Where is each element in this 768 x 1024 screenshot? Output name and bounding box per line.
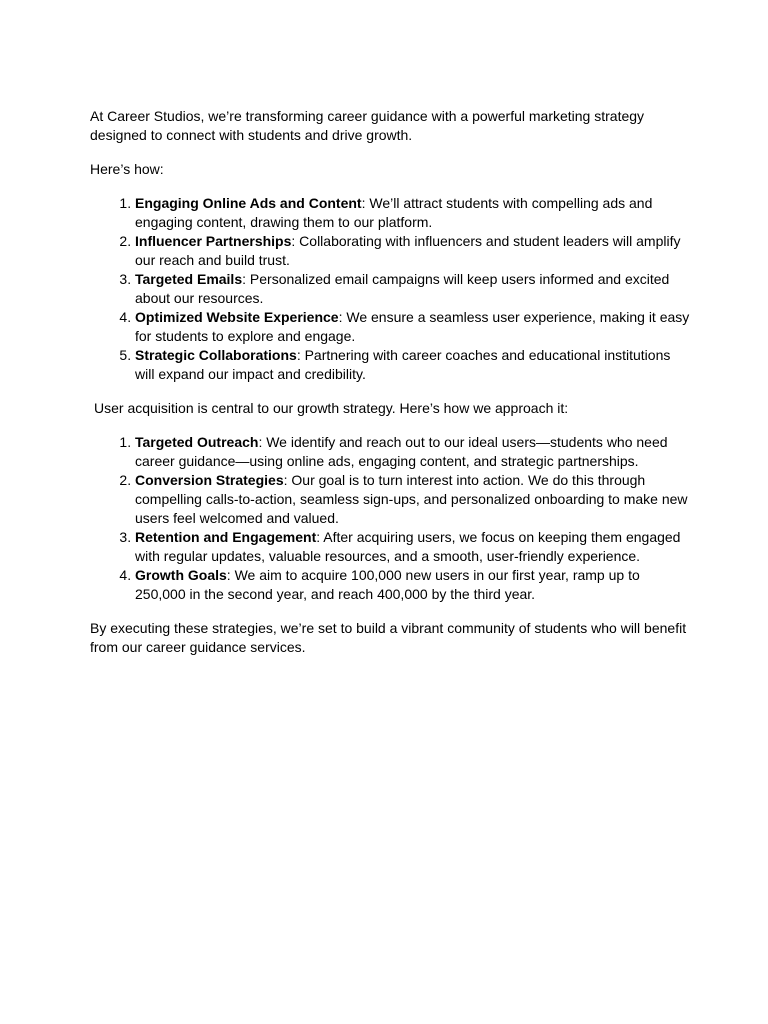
- list-item: [135, 346, 690, 384]
- list-item: [135, 566, 690, 604]
- document-page: [90, 107, 690, 657]
- list-item: [135, 270, 690, 308]
- list-item: [135, 528, 690, 566]
- list-item-title: Influencer Partnerships: [135, 233, 292, 249]
- list-item: [135, 308, 690, 346]
- list-item: [135, 471, 690, 528]
- list-item-text: : We ensure a seamless user experience, making it easy for students to explore and engage.: [135, 309, 690, 344]
- list-item-title: Engaging Online Ads and Content: [135, 195, 362, 211]
- list-item: [135, 194, 690, 232]
- list-item-text: : We’ll attract students with compelling ads and engaging content, drawing them to our platform.: [135, 195, 653, 230]
- list-item-text: : Our goal is to turn interest into action. We do this through compelling calls-to-action, seamless sign-ups, and personalized onboarding to make new users feel welcomed and valued.: [135, 472, 688, 526]
- list-item-title: Conversion Strategies: [135, 472, 284, 488]
- acquisition-list: [90, 433, 690, 604]
- acquisition-intro-paragraph: User acquisition is central to our growth strategy. Here’s how we approach it:: [94, 400, 569, 416]
- list-item-title: Targeted Outreach: [135, 434, 259, 450]
- list-item-title: Targeted Emails: [135, 271, 243, 287]
- list-item-text: : After acquiring users, we focus on keeping them engaged with regular updates, valuable resources, and a smooth, user-friendly experience.: [135, 529, 681, 564]
- list-item-text: : Partnering with career coaches and educational institutions will expand our impact and credibility.: [135, 347, 671, 382]
- list-item-title: Growth Goals: [135, 567, 227, 583]
- list-item-text: : We identify and reach out to our ideal users—students who need career guidance—using online ads, engaging content, and strategic partnerships.: [135, 434, 668, 469]
- list-item-title: Strategic Collaborations: [135, 347, 297, 363]
- list-item-text: : We aim to acquire 100,000 new users in our first year, ramp up to 250,000 in the second year, and reach 400,000 by the third year.: [135, 567, 640, 602]
- list-item-text: : Personalized email campaigns will keep users informed and excited about our resources.: [135, 271, 670, 306]
- list-item-text: : Collaborating with influencers and student leaders will amplify our reach and build trust.: [135, 233, 681, 268]
- howto-paragraph: Here’s how:: [90, 161, 164, 177]
- list-item: [135, 232, 690, 270]
- marketing-list: [90, 194, 690, 384]
- list-item-title: Retention and Engagement: [135, 529, 317, 545]
- list-item-title: Optimized Website Experience: [135, 309, 339, 325]
- list-item: [135, 433, 690, 471]
- intro-paragraph: At Career Studios, we’re transforming career guidance with a powerful marketing strategy designed to connect with students and drive growth.: [90, 108, 645, 143]
- closing-paragraph: By executing these strategies, we’re set to build a vibrant community of students who will benefit from our career guidance services.: [90, 620, 687, 655]
